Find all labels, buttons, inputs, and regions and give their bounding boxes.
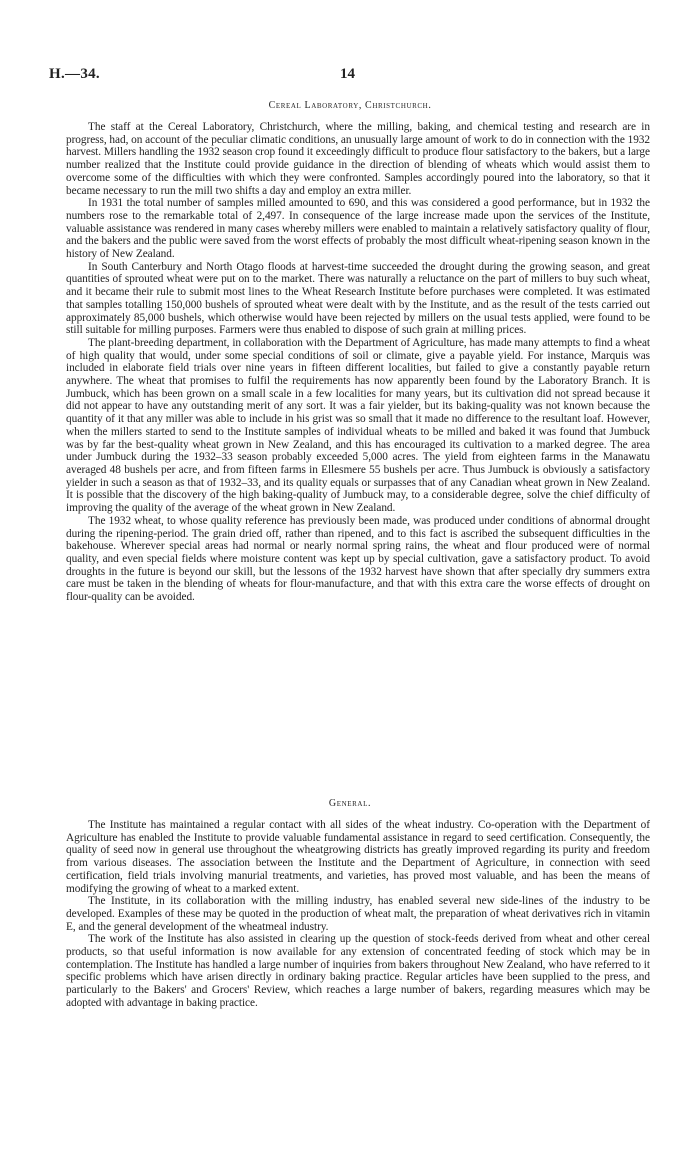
paragraph: The Institute has maintained a regular contact with all sides of the wheat industry. Co-operation with the Department of Agriculture has enabled the Institute to provide valuable fundamental assistance in regard to seed certification. Consequently, the quality of seed now in general use throughout the wheatgrowing districts has greatly improved regarding its purity and freedom from various diseases. The association between the Institute and the Department of Agriculture, in connection with seed certification, field trials involving manurial treatments, and varieties, has proved most valuable, and has been the means of modifying the growing of wheat to a marked extent. — [66, 819, 650, 895]
paragraph: The work of the Institute has also assisted in clearing up the question of stock-feeds derived from wheat and other cereal products, so that useful information is now available for any extension of concentrated feeding of stock which may be in contemplation. The Institute has handled a large number of inquiries from bakers throughout New Zealand, who have referred to it specific problems which have arisen directly in ordinary baking practice. Regular articles have been supplied to the press, and particularly to the Bakers' and Grocers' Review, which reaches a large number of bakers, regarding measures which may be adopted with advantage in baking practice. — [66, 933, 650, 1009]
paragraph: The 1932 wheat, to whose quality reference has previously been made, was produced under conditions of abnormal drought during the ripening-period. The grain dried off, rather than ripened, and to this fact is ascribed the subsequent difficulties in the bakehouse. Wherever special areas had normal or nearly normal spring rains, the wheat and flour produced were of normal quality, and even special fields where moisture content was kept up by special cultivation, gave a satisfactory product. To avoid droughts in the future is beyond our skill, but the lessons of the 1932 harvest have shown that after specially dry summers extra care must be taken in the blending of wheats for flour-manufacture, and that with this extra care the worse effects of drought on flour-quality can be avoided. — [66, 514, 650, 604]
paragraph: In 1931 the total number of samples milled amounted to 690, and this was considered a good performance, but in 1932 the numbers rose to the remarkable total of 2,497. In consequence of the large increase made upon the services of the Institute, valuable assistance was rendered in many cases whereby millers were enabled to maintain a relatively satisfactory quality of flour, and the bakers and the public were saved from the worst effects of probably the most difficult wheat-ripening season known in the history of New Zealand. — [66, 197, 650, 261]
paragraph: In South Canterbury and North Otago floods at harvest-time succeeded the drought during the growing season, and great quantities of sprouted wheat were put on to the market. There was naturally a reluctance on the part of millers to buy such wheat, and it became their rule to submit most lines to the Wheat Research Institute before purchases were completed. It was estimated that samples totalling 150,000 bushels of sprouted wheat were dealt with by the Institute, and as the result of the tests carried out approximately 85,000 bushels, which otherwise would have been rejected by millers on the usual tests applied, were found to be still suitable for milling purposes. Farmers were thus enabled to dispose of such grain at milling prices. — [66, 260, 650, 337]
paragraph: The plant-breeding department, in collaboration with the Department of Agriculture, has made many attempts to find a wheat of high quality that would, under some special conditions of soil or climate, give a payable yield. For instance, Marquis was included in elaborate field trials over nine years in fifteen different localities, but failed to give a constantly payable return anywhere. The wheat that promises to fulfil the requirements has now apparently been found by the Laboratory Branch. It is Jumbuck, which has been grown on a small scale in a few localities for many years, but its cultivation did not spread because it did not appear to have any outstanding merit of any sort. It was a fair yielder, but its baking-quality was not known because the quantity of it that any miller was able to include in his grist was so small that it made no difference to the resultant loaf. However, when the millers started to send to the Institute samples of individual wheats to be milled and baked it was found that Jumbuck was by far the best-quality wheat grown in New Zealand, and this has encouraged its cultivation to a marked degree. The area under Jumbuck during the 1932–33 season probably exceeded 5,000 acres. The yield from eighteen farms in the Manawatu averaged 48 bushels per acre, and from fifteen farms in Ellesmere 55 bushels per acre. Thus Jumbuck is obviously a satisfactory yielder in such a season as that of 1932–33, and its quality equals or surpasses that of any Canadian wheat grown in New Zealand. It is possible that the discovery of the high baking-quality of Jumbuck may, to a considerable degree, solve the chief difficulty of improving the quality of the average of the wheat grown in New Zealand. — [66, 336, 650, 515]
section-heading-general: General. — [328, 798, 372, 809]
section-body-cereal-laboratory — [66, 121, 650, 604]
section-heading-cereal-laboratory: Cereal Laboratory, Christchurch. — [268, 100, 432, 111]
section-body-general — [66, 819, 650, 1010]
page-reference: H.—34. — [49, 66, 100, 82]
paragraph: The staff at the Cereal Laboratory, Christchurch, where the milling, baking, and chemical testing and research are in progress, had, on account of the peculiar climatic conditions, an unusually large amount of work to do in connection with the 1932 harvest. Millers handling the 1932 season crop found it exceedingly difficult to produce flour satisfactory to the bakers, but a large number realized that the Institute could provide guidance in the direction of blending of wheats which would assist them to overcome some of the difficulties with which they were confronted. Samples accordingly poured into the laboratory, so that it became necessary to run the mill two shifts a day and employ an extra miller. — [66, 121, 650, 197]
page-number: 14 — [340, 66, 355, 82]
paragraph: The Institute, in its collaboration with the milling industry, has enabled several new side-lines of the industry to be developed. Examples of these may be quoted in the production of wheat malt, the preparation of wheat derivatives rich in vitamin E, and the general development of the wheatmeal industry. — [66, 895, 650, 933]
